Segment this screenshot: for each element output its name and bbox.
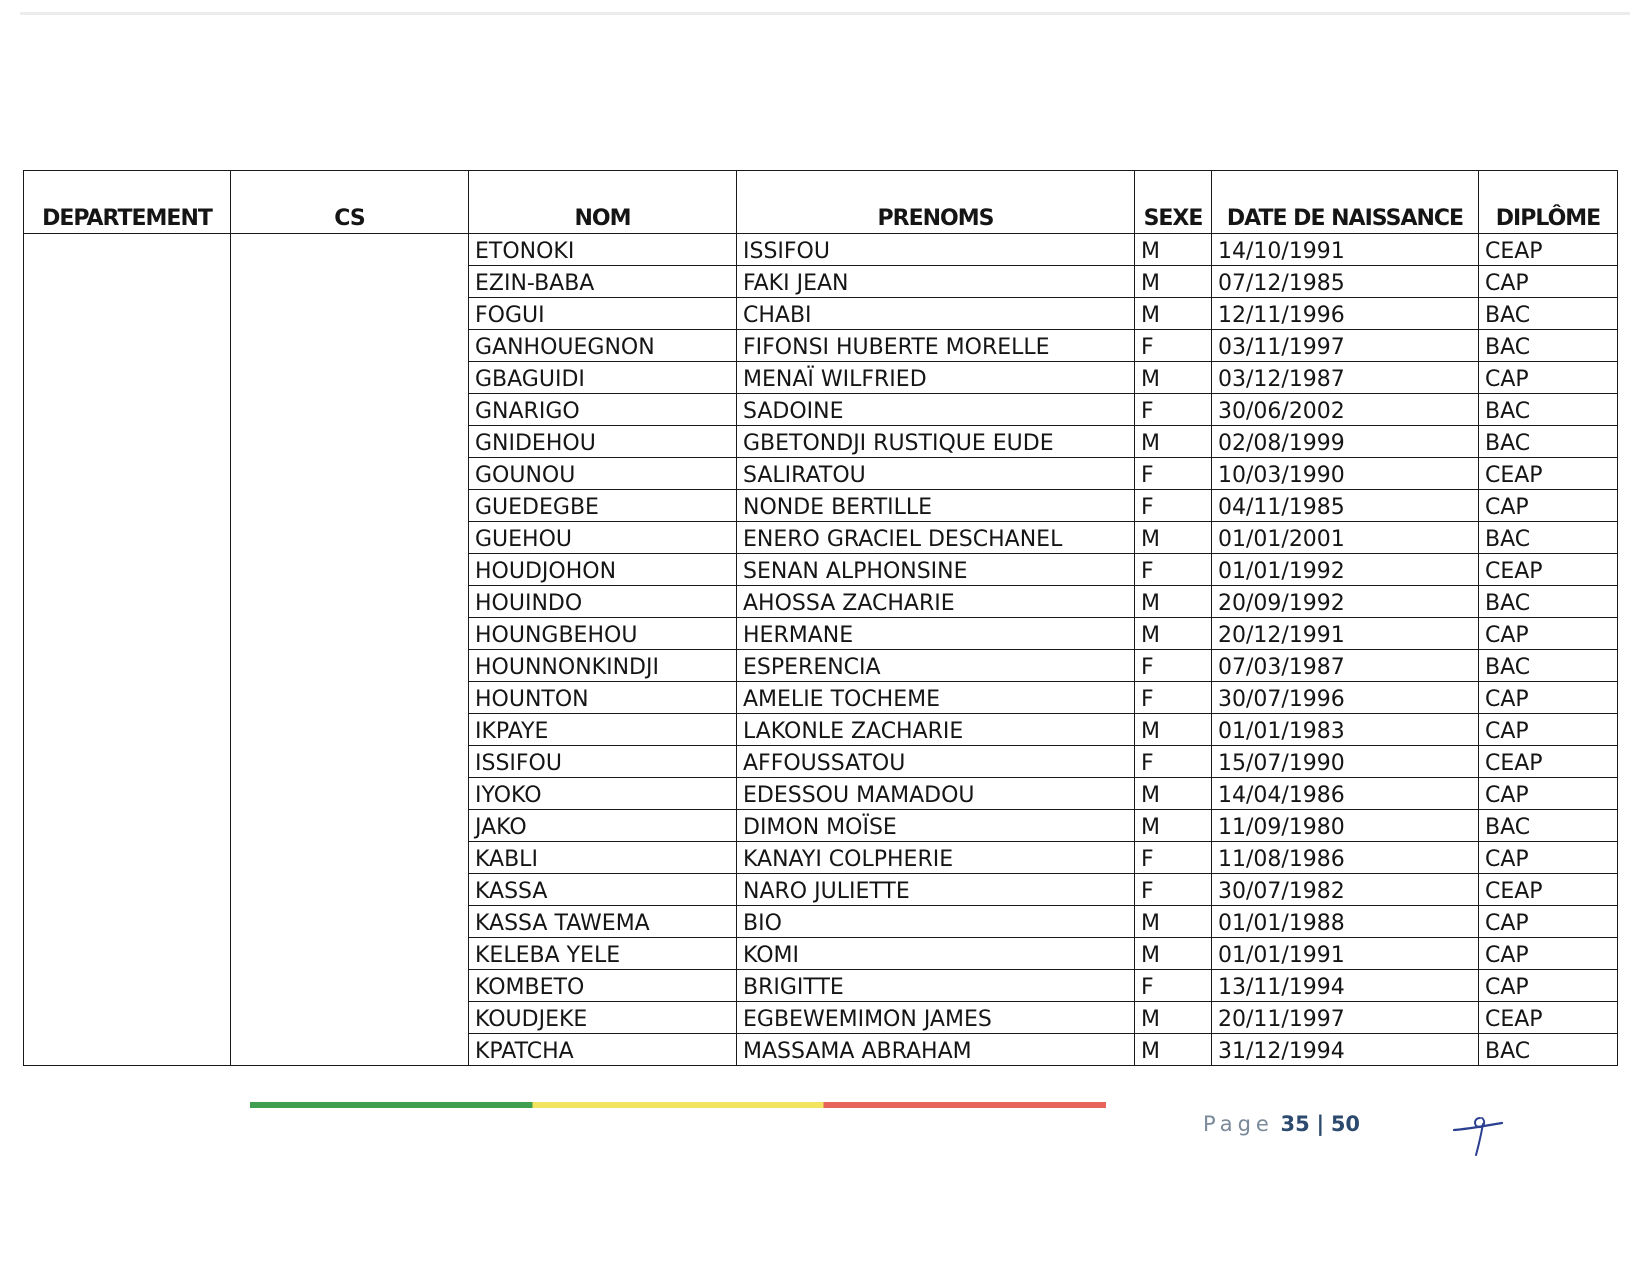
- cell-cs-merged: [231, 234, 469, 1066]
- cell-nom: KOUDJEKE: [469, 1002, 737, 1034]
- cell-prenoms: FAKI JEAN: [737, 266, 1135, 298]
- cell-date-de-naissance: 30/07/1982: [1212, 874, 1479, 906]
- cell-diplome: CAP: [1479, 906, 1618, 938]
- cell-diplome: BAC: [1479, 650, 1618, 682]
- cell-prenoms: LAKONLE ZACHARIE: [737, 714, 1135, 746]
- cell-sexe: F: [1135, 746, 1212, 778]
- cell-prenoms: CHABI: [737, 298, 1135, 330]
- cell-diplome: CAP: [1479, 266, 1618, 298]
- cell-date-de-naissance: 20/09/1992: [1212, 586, 1479, 618]
- cell-diplome: CAP: [1479, 490, 1618, 522]
- cell-prenoms: SALIRATOU: [737, 458, 1135, 490]
- table-body: [24, 234, 1618, 1066]
- cell-prenoms: KANAYI COLPHERIE: [737, 842, 1135, 874]
- cell-diplome: CEAP: [1479, 554, 1618, 586]
- cell-sexe: F: [1135, 490, 1212, 522]
- cell-diplome: CAP: [1479, 938, 1618, 970]
- page-total: 50: [1330, 1112, 1361, 1136]
- cell-prenoms: SENAN ALPHONSINE: [737, 554, 1135, 586]
- cell-date-de-naissance: 10/03/1990: [1212, 458, 1479, 490]
- cell-date-de-naissance: 03/11/1997: [1212, 330, 1479, 362]
- cell-diplome: CEAP: [1479, 746, 1618, 778]
- cell-diplome: BAC: [1479, 298, 1618, 330]
- header-diplome: DIPLÔME: [1479, 171, 1618, 234]
- cell-sexe: M: [1135, 234, 1212, 266]
- cell-sexe: F: [1135, 394, 1212, 426]
- cell-nom: JAKO: [469, 810, 737, 842]
- cell-date-de-naissance: 30/07/1996: [1212, 682, 1479, 714]
- cell-sexe: F: [1135, 842, 1212, 874]
- cell-sexe: M: [1135, 714, 1212, 746]
- cell-prenoms: HERMANE: [737, 618, 1135, 650]
- cell-diplome: BAC: [1479, 586, 1618, 618]
- cell-date-de-naissance: 07/12/1985: [1212, 266, 1479, 298]
- cell-diplome: CAP: [1479, 682, 1618, 714]
- table-header-row: [24, 171, 1618, 234]
- cell-diplome: CEAP: [1479, 1002, 1618, 1034]
- cell-diplome: BAC: [1479, 1034, 1618, 1066]
- cell-diplome: CAP: [1479, 970, 1618, 1002]
- cell-sexe: F: [1135, 874, 1212, 906]
- cell-prenoms: FIFONSI HUBERTE MORELLE: [737, 330, 1135, 362]
- cell-diplome: BAC: [1479, 394, 1618, 426]
- cell-prenoms: SADOINE: [737, 394, 1135, 426]
- cell-diplome: BAC: [1479, 330, 1618, 362]
- cell-nom: HOUNGBEHOU: [469, 618, 737, 650]
- cell-nom: KOMBETO: [469, 970, 737, 1002]
- cell-prenoms: ISSIFOU: [737, 234, 1135, 266]
- cell-nom: GUEHOU: [469, 522, 737, 554]
- cell-prenoms: BIO: [737, 906, 1135, 938]
- cell-date-de-naissance: 02/08/1999: [1212, 426, 1479, 458]
- cell-date-de-naissance: 30/06/2002: [1212, 394, 1479, 426]
- cell-diplome: CEAP: [1479, 874, 1618, 906]
- cell-date-de-naissance: 01/01/1991: [1212, 938, 1479, 970]
- cell-sexe: F: [1135, 554, 1212, 586]
- cell-nom: HOUDJOHON: [469, 554, 737, 586]
- cell-date-de-naissance: 03/12/1987: [1212, 362, 1479, 394]
- cell-sexe: M: [1135, 778, 1212, 810]
- cell-nom: GOUNOU: [469, 458, 737, 490]
- cell-sexe: M: [1135, 1034, 1212, 1066]
- cell-sexe: F: [1135, 330, 1212, 362]
- cell-date-de-naissance: 20/12/1991: [1212, 618, 1479, 650]
- cell-prenoms: AFFOUSSATOU: [737, 746, 1135, 778]
- cell-prenoms: GBETONDJI RUSTIQUE EUDE: [737, 426, 1135, 458]
- table-row: [24, 234, 1618, 266]
- cell-diplome: CAP: [1479, 842, 1618, 874]
- cell-date-de-naissance: 31/12/1994: [1212, 1034, 1479, 1066]
- cell-nom: KPATCHA: [469, 1034, 737, 1066]
- cell-diplome: CEAP: [1479, 458, 1618, 490]
- header-cs: CS: [231, 171, 469, 234]
- cell-prenoms: EGBEWEMIMON JAMES: [737, 1002, 1135, 1034]
- cell-date-de-naissance: 01/01/1992: [1212, 554, 1479, 586]
- cell-nom: HOUINDO: [469, 586, 737, 618]
- cell-nom: KELEBA YELE: [469, 938, 737, 970]
- cell-prenoms: ENERO GRACIEL DESCHANEL: [737, 522, 1135, 554]
- cell-date-de-naissance: 01/01/1988: [1212, 906, 1479, 938]
- candidates-table: [23, 170, 1618, 1066]
- cell-sexe: M: [1135, 522, 1212, 554]
- cell-sexe: M: [1135, 938, 1212, 970]
- cell-nom: KASSA: [469, 874, 737, 906]
- cell-date-de-naissance: 11/08/1986: [1212, 842, 1479, 874]
- cell-nom: GNARIGO: [469, 394, 737, 426]
- page-current: 35: [1280, 1112, 1310, 1136]
- cell-prenoms: BRIGITTE: [737, 970, 1135, 1002]
- cell-diplome: BAC: [1479, 522, 1618, 554]
- flag-color-bar: [250, 1102, 1106, 1108]
- cell-diplome: CAP: [1479, 714, 1618, 746]
- cell-nom: GNIDEHOU: [469, 426, 737, 458]
- cell-date-de-naissance: 11/09/1980: [1212, 810, 1479, 842]
- cell-prenoms: MENAÏ WILFRIED: [737, 362, 1135, 394]
- cell-date-de-naissance: 14/04/1986: [1212, 778, 1479, 810]
- cell-sexe: M: [1135, 426, 1212, 458]
- header-prenoms: PRENOMS: [737, 171, 1135, 234]
- cell-prenoms: NARO JULIETTE: [737, 874, 1135, 906]
- page-separator: |: [1316, 1112, 1325, 1136]
- header-sexe: SEXE: [1135, 171, 1212, 234]
- cell-prenoms: EDESSOU MAMADOU: [737, 778, 1135, 810]
- cell-nom: EZIN-BABA: [469, 266, 737, 298]
- cell-prenoms: DIMON MOÏSE: [737, 810, 1135, 842]
- cell-date-de-naissance: 14/10/1991: [1212, 234, 1479, 266]
- cell-nom: HOUNTON: [469, 682, 737, 714]
- page-number: [1203, 1112, 1360, 1136]
- cell-nom: GANHOUEGNON: [469, 330, 737, 362]
- cell-nom: ETONOKI: [469, 234, 737, 266]
- cell-diplome: CAP: [1479, 362, 1618, 394]
- cell-prenoms: MASSAMA ABRAHAM: [737, 1034, 1135, 1066]
- cell-sexe: M: [1135, 906, 1212, 938]
- cell-diplome: BAC: [1479, 426, 1618, 458]
- cell-nom: IYOKO: [469, 778, 737, 810]
- cell-prenoms: NONDE BERTILLE: [737, 490, 1135, 522]
- cell-sexe: M: [1135, 618, 1212, 650]
- candidates-table-container: [23, 170, 1617, 1066]
- page-word: Page: [1203, 1112, 1274, 1136]
- cell-departement-merged: [24, 234, 231, 1066]
- cell-nom: GUEDEGBE: [469, 490, 737, 522]
- header-departement: DEPARTEMENT: [24, 171, 231, 234]
- scan-edge-line: [20, 12, 1630, 15]
- cell-diplome: CEAP: [1479, 234, 1618, 266]
- cell-prenoms: ESPERENCIA: [737, 650, 1135, 682]
- cell-diplome: BAC: [1479, 810, 1618, 842]
- cell-nom: ISSIFOU: [469, 746, 737, 778]
- cell-sexe: M: [1135, 1002, 1212, 1034]
- cell-date-de-naissance: 15/07/1990: [1212, 746, 1479, 778]
- cell-sexe: M: [1135, 586, 1212, 618]
- cell-date-de-naissance: 01/01/2001: [1212, 522, 1479, 554]
- handwritten-initial-icon: [1450, 1110, 1510, 1160]
- cell-nom: KABLI: [469, 842, 737, 874]
- cell-nom: HOUNNONKINDJI: [469, 650, 737, 682]
- cell-sexe: F: [1135, 970, 1212, 1002]
- cell-nom: IKPAYE: [469, 714, 737, 746]
- cell-sexe: F: [1135, 458, 1212, 490]
- cell-prenoms: KOMI: [737, 938, 1135, 970]
- cell-sexe: F: [1135, 682, 1212, 714]
- cell-date-de-naissance: 20/11/1997: [1212, 1002, 1479, 1034]
- cell-date-de-naissance: 12/11/1996: [1212, 298, 1479, 330]
- cell-sexe: M: [1135, 266, 1212, 298]
- header-date-de-naissance: DATE DE NAISSANCE: [1212, 171, 1479, 234]
- cell-diplome: CAP: [1479, 618, 1618, 650]
- cell-prenoms: AMELIE TOCHEME: [737, 682, 1135, 714]
- cell-diplome: CAP: [1479, 778, 1618, 810]
- cell-date-de-naissance: 04/11/1985: [1212, 490, 1479, 522]
- cell-nom: FOGUI: [469, 298, 737, 330]
- cell-nom: GBAGUIDI: [469, 362, 737, 394]
- cell-date-de-naissance: 07/03/1987: [1212, 650, 1479, 682]
- cell-nom: KASSA TAWEMA: [469, 906, 737, 938]
- cell-date-de-naissance: 13/11/1994: [1212, 970, 1479, 1002]
- cell-date-de-naissance: 01/01/1983: [1212, 714, 1479, 746]
- header-nom: NOM: [469, 171, 737, 234]
- cell-sexe: M: [1135, 810, 1212, 842]
- cell-sexe: M: [1135, 362, 1212, 394]
- cell-sexe: F: [1135, 650, 1212, 682]
- cell-prenoms: AHOSSA ZACHARIE: [737, 586, 1135, 618]
- cell-sexe: M: [1135, 298, 1212, 330]
